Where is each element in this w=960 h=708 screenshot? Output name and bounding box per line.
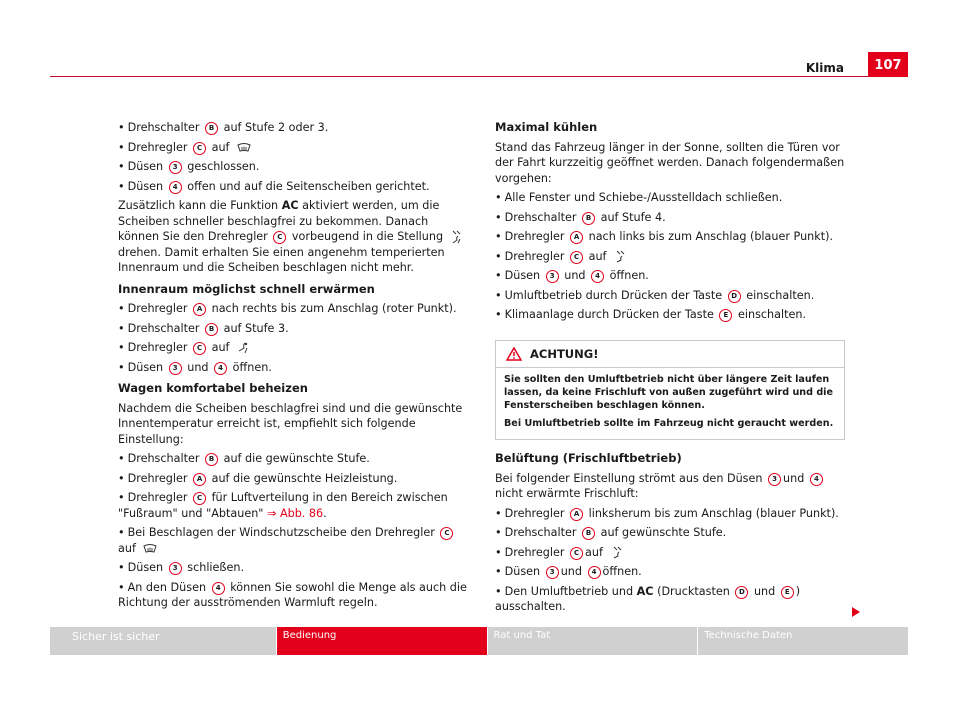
key-badge-b: B	[582, 527, 595, 540]
warning-title: ACHTUNG!	[530, 347, 599, 361]
section-heading: Maximal kühlen	[495, 120, 598, 134]
paragraph: Zusätzlich kann die Funktion AC aktiviert werden, um die Scheiben schneller beschlagfrei zu bekommen. Danach können Sie den Drehregler C vorbeugend in die Stellung drehen. Damit erhalten Sie einen angenehm temperierten Innenraum und die Scheiben beschlagen nicht mehr.	[118, 198, 468, 276]
list-item: • Drehschalter B auf gewünschte Stufe.	[495, 525, 850, 541]
section-heading: Wagen komfortabel beheizen	[118, 381, 308, 395]
key-badge-b: B	[205, 122, 218, 135]
key-badge-4: 4	[212, 582, 225, 595]
key-badge-c: C	[570, 547, 583, 560]
warning-text: Bei Umluftbetrieb sollte im Fahrzeug nicht geraucht werden.	[504, 418, 834, 430]
list-item: • Düsen 3 geschlossen.	[118, 159, 468, 175]
list-item: • Düsen 3 und 4 öffnen.	[495, 564, 850, 580]
key-badge-b: B	[205, 453, 218, 466]
section-heading: Belüftung (Frischluftbetrieb)	[495, 451, 682, 465]
key-badge-4: 4	[169, 181, 182, 194]
left-column	[118, 120, 468, 615]
list-item: • Drehregler A nach links bis zum Anschlag (blauer Punkt).	[495, 229, 850, 245]
key-badge-3: 3	[169, 161, 182, 174]
list-item: • Bei Beschlagen der Windschutzscheibe den Drehregler C auf	[118, 525, 468, 556]
warning-text: Sie sollten den Umluftbetrieb nicht über längere Zeit laufen lassen, da keine Frischluft von außen zugeführt wird und die Fensterscheiben beschlagen können.	[504, 374, 833, 411]
right-column-lower	[495, 451, 850, 619]
list-item: • Drehregler C auf	[118, 340, 468, 356]
key-badge-3: 3	[169, 562, 182, 575]
cross-reference-arrow: ⇒	[267, 506, 277, 520]
key-badge-c: C	[273, 231, 286, 244]
key-badge-4: 4	[810, 473, 823, 486]
list-item: • Drehregler A nach rechts bis zum Anschlag (roter Punkt).	[118, 301, 468, 317]
list-item: • Drehregler C auf	[495, 545, 850, 561]
list-item: • Drehregler A auf die gewünschte Heizleistung.	[118, 471, 468, 487]
key-badge-3: 3	[768, 473, 781, 486]
airflow-upper-body-icon	[614, 250, 627, 264]
key-badge-3: 3	[169, 362, 182, 375]
key-badge-d: D	[735, 586, 748, 599]
paragraph: Bei folgender Einstellung strömt aus den Düsen 3 und 4 nicht erwärmte Frischluft:	[495, 471, 850, 502]
list-item: • Düsen 3 und 4 öffnen.	[118, 360, 468, 376]
list-item: • Alle Fenster und Schiebe-/Ausstelldach schließen.	[495, 190, 850, 206]
key-badge-4: 4	[214, 362, 227, 375]
list-item: • Drehschalter B auf Stufe 2 oder 3.	[118, 120, 468, 136]
section-heading: Innenraum möglichst schnell erwärmen	[118, 281, 375, 296]
list-item: • Drehregler C auf	[495, 249, 850, 265]
footer-tab-bedienung[interactable]: Bedienung	[277, 627, 487, 655]
warning-header	[496, 341, 844, 368]
warning-box	[495, 340, 845, 440]
list-item: • Klimaanlage durch Drücken der Taste E einschalten.	[495, 307, 850, 323]
defrost-windshield-icon	[143, 543, 157, 554]
footer-nav	[50, 627, 908, 655]
page-title: Klima	[805, 61, 844, 75]
key-badge-c: C	[570, 251, 583, 264]
key-badge-a: A	[193, 473, 206, 486]
key-badge-a: A	[570, 508, 583, 521]
figure-link[interactable]: Abb. 86	[279, 506, 324, 520]
list-item: • Drehregler A linksherum bis zum Anschlag (blauer Punkt).	[495, 506, 850, 522]
list-item: • Düsen 4 offen und auf die Seitenscheiben gerichtet.	[118, 179, 468, 195]
key-badge-c: C	[193, 142, 206, 155]
footer-tab-rat-und-tat[interactable]: Rat und Tat	[488, 627, 698, 655]
right-column	[495, 120, 850, 327]
list-item: • Düsen 3 schließen.	[118, 560, 468, 576]
airflow-windshield-foot-icon	[451, 230, 463, 245]
key-badge-d: D	[728, 290, 741, 303]
airflow-upper-body-icon	[611, 546, 624, 560]
key-badge-a: A	[570, 231, 583, 244]
warning-body	[496, 368, 844, 439]
key-badge-4: 4	[591, 270, 604, 283]
list-item: • Den Umluftbetrieb und AC (Drucktasten D und E ) ausschalten.	[495, 584, 850, 615]
key-badge-b: B	[205, 323, 218, 336]
paragraph: Stand das Fahrzeug länger in der Sonne, sollten die Türen vor der Fahrt kurzzeitig geöffnet werden. Danach folgendermaßen vorgehen:	[495, 140, 845, 185]
key-badge-e: E	[719, 309, 732, 322]
airflow-foot-icon	[237, 342, 250, 355]
key-badge-c: C	[440, 527, 453, 540]
key-badge-b: B	[582, 212, 595, 225]
list-item: • Drehregler C für Luftverteilung in den Bereich zwischen "Fußraum" und "Abtauen" ⇒ Abb. 86.	[118, 490, 468, 521]
list-item: • An den Düsen 4 können Sie sowohl die Menge als auch die Richtung der ausströmenden Warmluft regeln.	[118, 580, 468, 611]
key-badge-3: 3	[546, 270, 559, 283]
list-item: • Düsen 3 und 4 öffnen.	[495, 268, 850, 284]
list-item: • Umluftbetrieb durch Drücken der Taste D einschalten.	[495, 288, 850, 304]
key-badge-3: 3	[546, 566, 559, 579]
header-rule	[50, 76, 908, 77]
list-item: • Drehschalter B auf die gewünschte Stufe.	[118, 451, 468, 467]
next-page-arrow-icon[interactable]	[852, 607, 860, 617]
defrost-windshield-icon	[237, 142, 251, 153]
key-badge-a: A	[193, 303, 206, 316]
paragraph: Nachdem die Scheiben beschlagfrei sind und die gewünschte Innentemperatur erreicht ist, empfiehlt sich folgende Einstellung:	[118, 401, 463, 446]
list-item: • Drehschalter B auf Stufe 3.	[118, 321, 468, 337]
key-badge-4: 4	[588, 566, 601, 579]
footer-tab-technische-daten[interactable]: Technische Daten	[698, 627, 908, 655]
list-item: • Drehregler C auf	[118, 140, 468, 156]
key-badge-c: C	[193, 342, 206, 355]
key-badge-c: C	[193, 492, 206, 505]
footer-tab-sicher[interactable]: Sicher ist sicher	[50, 627, 276, 655]
warning-triangle-icon	[506, 347, 522, 361]
list-item: • Drehschalter B auf Stufe 4.	[495, 210, 850, 226]
key-badge-e: E	[781, 586, 794, 599]
page-number: 107	[868, 52, 908, 77]
